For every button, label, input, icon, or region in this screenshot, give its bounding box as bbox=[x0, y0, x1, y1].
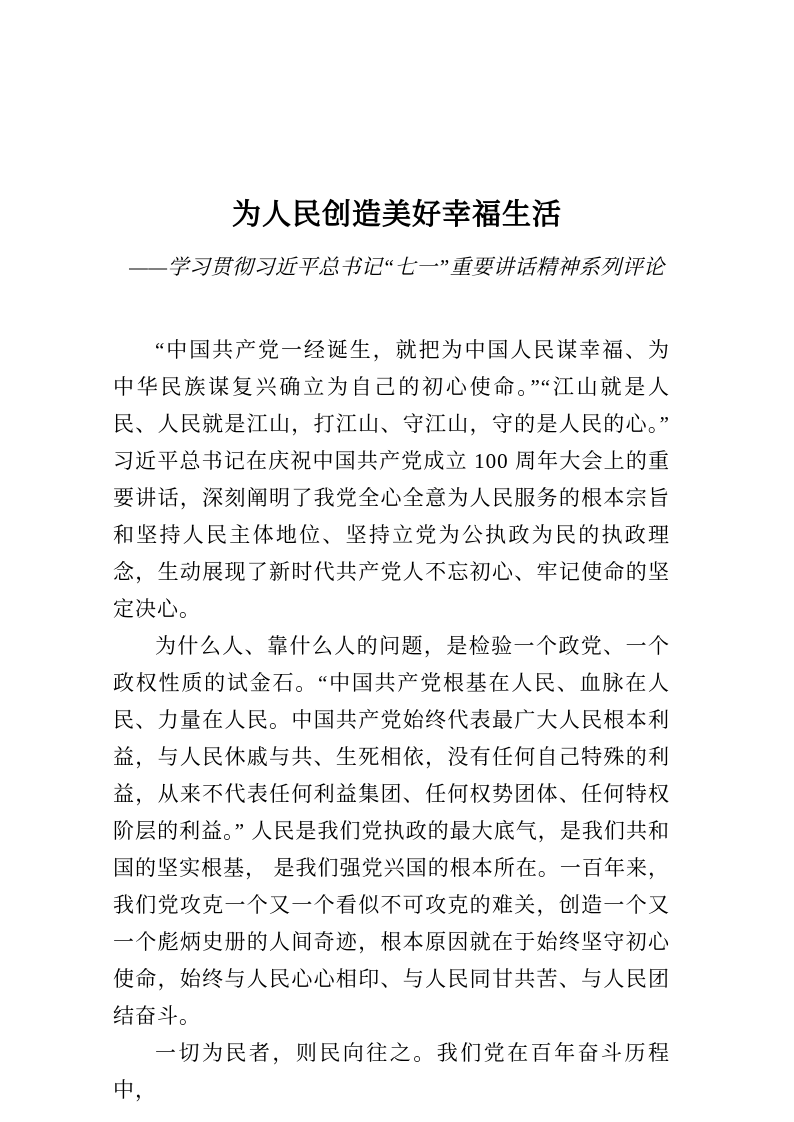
paragraph: 一切为民者，则民向往之。我们党在百年奋斗历程中， bbox=[113, 1041, 670, 1102]
paragraph: “中国共产党一经诞生，就把为中国人民谋幸福、为中华民族谋复兴确立为自己的初心使命。”“江山就是人民、人民就是江山，打江山、守江山，守的是人民的心。”习近平总书记在庆祝中国共产党成立 100 周年大会上的重要讲话，深刻阐明了我党全心全意为人民服务的根本宗旨和坚持人民主体地位、坚持立党为公执政为民的执政理念，生动展现了新时代共产党人不忘初心、牢记使命的坚定决心。 bbox=[113, 338, 670, 621]
document-title: 为人民创造美好幸福生活 bbox=[231, 199, 562, 231]
paragraph: 为什么人、靠什么人的问题，是检验一个政党、一个政权性质的试金石。“中国共产党根基在人民、血脉在人民、力量在人民。中国共产党始终代表最广大人民根本利益，与人民休戚与共、生死相依，没有任何自己特殊的利益，从来不代表任何利益集团、任何权势团体、任何特权阶层的利益。” 人民是我们党执政的最大底气，是我们共和国的坚实根基， 是我们强党兴国的根本所在。一百年来，我们党攻克一个又一个看似不可攻克的难关，创造一个又一个彪炳史册的人间奇迹，根本原因就在于始终坚守初心使命，始终与人民心心相印、与人民同甘共苦、与人民团结奋斗。 bbox=[113, 634, 670, 1028]
document-subtitle: ——学习贯彻习近平总书记“七一”重要讲话精神系列评论 bbox=[129, 255, 665, 279]
document-body bbox=[0, 332, 794, 1109]
